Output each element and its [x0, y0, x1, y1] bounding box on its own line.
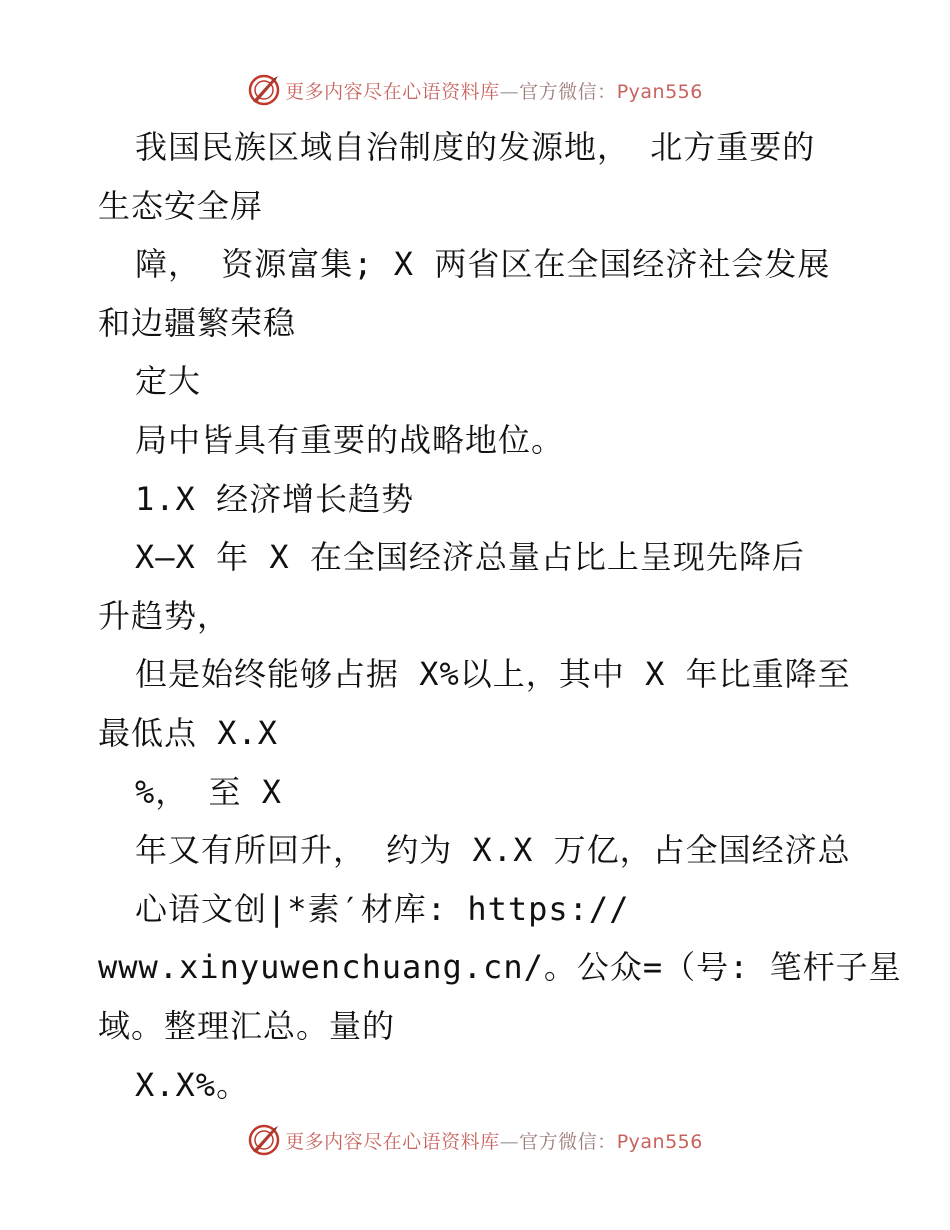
text-line: 升趋势， [98, 596, 231, 635]
text-line: %， 至 X [135, 772, 283, 811]
text-line: 障， 资源富集; X 两省区在全国经济社会发展 [135, 245, 831, 284]
text-line: 心语文创|*素′材库: https:// [135, 889, 630, 928]
text-line: X.X%。 [135, 1065, 250, 1104]
banner-text: 更多内容尽在心语资料库—官方微信：Pyan556 [285, 1130, 703, 1153]
text-line: 生态安全屏 [98, 186, 264, 225]
text-line: 局中皆具有重要的战略地位。 [135, 420, 565, 459]
text-line: 但是始终能够占据 X%以上，其中 X 年比重降至 [135, 655, 851, 694]
text-line: 年又有所回升， 约为 X.X 万亿，占全国经济总 [135, 831, 851, 870]
text-line: 定大 [135, 362, 202, 401]
text-line: 最低点 X.X [98, 713, 279, 752]
banner-text: 更多内容尽在心语资料库—官方微信：Pyan556 [285, 80, 703, 103]
quill-logo-icon [247, 1123, 281, 1157]
quill-logo-icon [247, 73, 281, 107]
text-line: 1.X 经济增长趋势 [135, 479, 415, 518]
text-line: 域。整理汇总。量的 [98, 1006, 396, 1045]
text-line: 和边疆繁荣稳 [98, 303, 297, 342]
document-body [98, 118, 902, 1114]
text-line: 我国民族区域自治制度的发源地， 北方重要的 [135, 128, 816, 166]
header-banner [0, 70, 950, 110]
text-line: X—X 年 X 在全国经济总量占比上呈现先降后 [135, 538, 805, 577]
text-line: www.xinyuwenchuang.cn/。公众=（号: 笔杆子星 [98, 948, 902, 987]
footer-banner [0, 1120, 950, 1160]
